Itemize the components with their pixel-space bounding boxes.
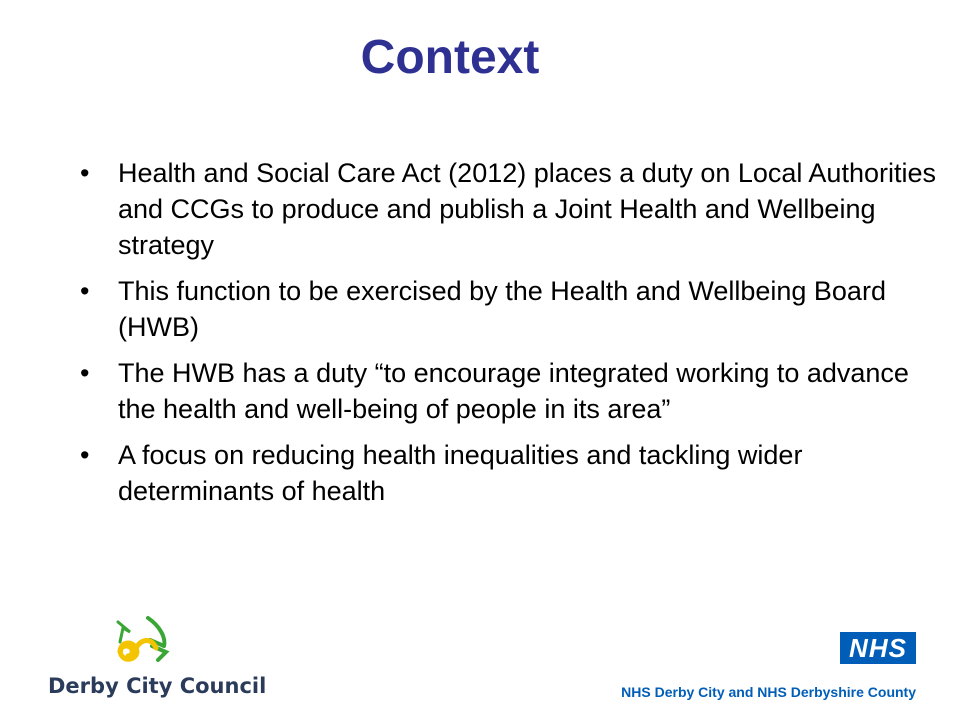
bullet-item xyxy=(80,155,940,263)
bullet-text: The HWB has a duty “to encourage integrated working to advance the health and well-being of people in its area” xyxy=(118,358,909,424)
bullet-text: A focus on reducing health inequalities and tackling wider determinants of health xyxy=(118,440,803,506)
bullet-item xyxy=(80,437,940,509)
bullet-marker: • xyxy=(80,158,90,188)
bullet-text: Health and Social Care Act (2012) places a duty on Local Authorities and CCGs to produce and publish a Joint Health and Wellbeing strategy xyxy=(118,158,936,260)
bullet-marker: • xyxy=(80,276,90,306)
derby-city-council-logo xyxy=(48,612,267,712)
ram-spiral-icon xyxy=(90,612,210,674)
bullet-text: This function to be exercised by the Health and Wellbeing Board (HWB) xyxy=(118,276,886,342)
bullet-item xyxy=(80,355,940,427)
nhs-organisation-name: NHS Derby City and NHS Derbyshire County xyxy=(621,684,916,700)
bullet-list xyxy=(80,155,940,519)
nhs-logo xyxy=(576,632,916,702)
bullet-marker: • xyxy=(80,440,90,470)
slide-title: Context xyxy=(360,31,540,84)
bullet-item xyxy=(80,273,940,345)
nhs-badge: NHS xyxy=(840,632,916,664)
council-name: Derby City Council xyxy=(48,674,267,698)
bullet-marker: • xyxy=(80,358,90,388)
